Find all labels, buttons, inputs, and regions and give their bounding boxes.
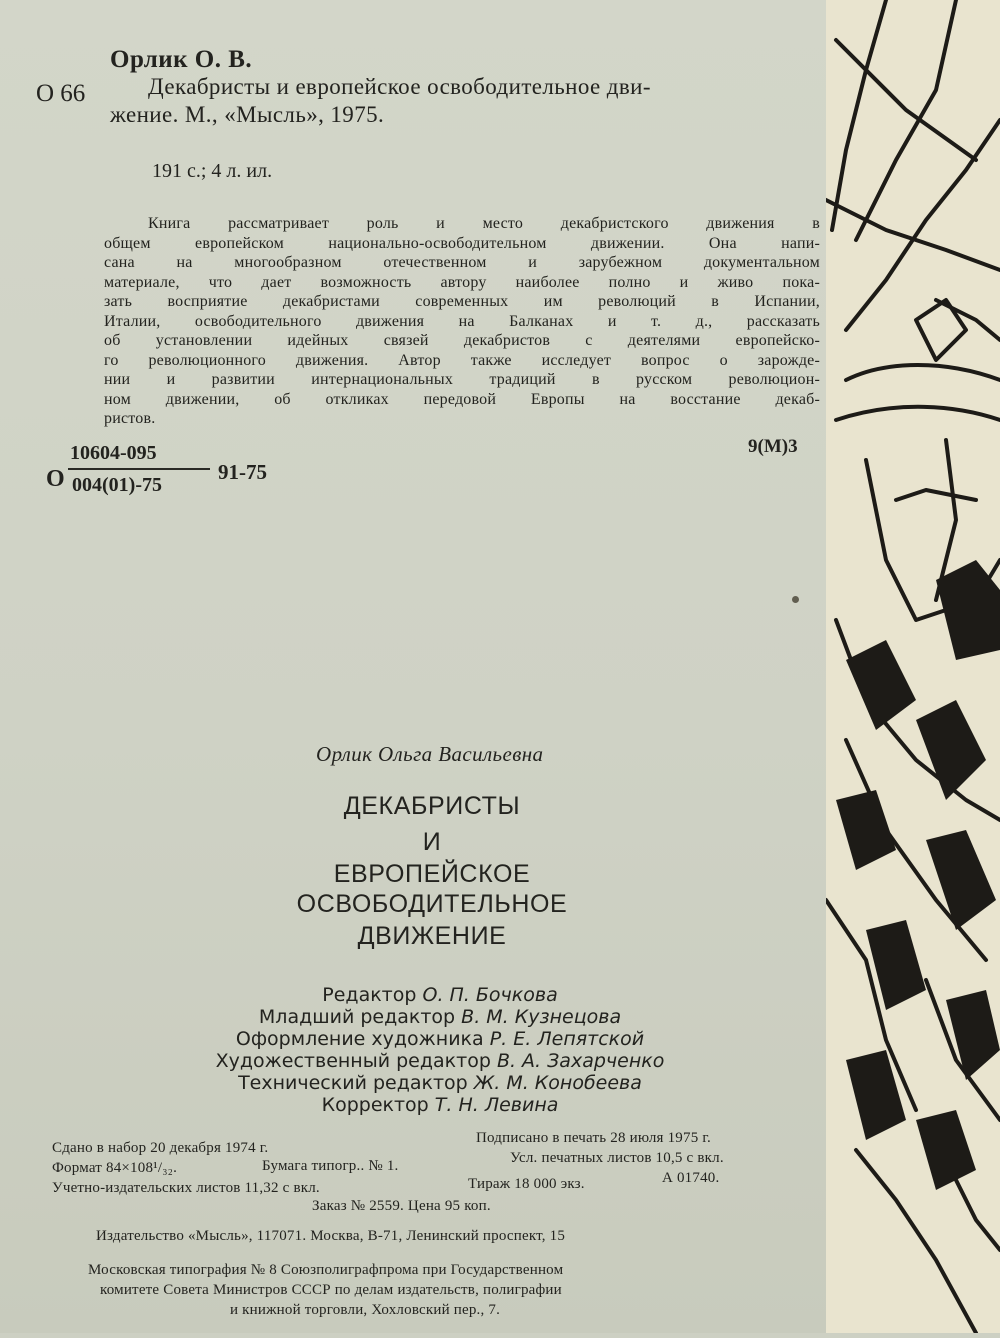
bbk-index: 9(М)3: [748, 436, 798, 457]
call-number: О 66: [36, 80, 86, 107]
abstract-line: общем европейском национально-освободительном движении. Она напи-: [104, 234, 820, 252]
credits-list: [180, 984, 700, 1116]
abstract-line: Книга рассматривает роль и место декабристского движения в: [148, 215, 820, 232]
imprint-submitted: Сдано в набор 20 декабря 1974 г.: [52, 1140, 269, 1156]
book-title-line: ДВИЖЕНИЕ: [357, 922, 507, 950]
credit-role: Технический редактор: [238, 1072, 468, 1094]
credit-role: Редактор: [322, 984, 417, 1006]
imprint-license: А 01740.: [662, 1170, 720, 1186]
credit-name: В. М. Кузнецова: [461, 1006, 622, 1028]
ink-spot: [792, 596, 799, 603]
imprint-printer-line: и книжной торговли, Хохловский пер., 7.: [230, 1302, 501, 1318]
imprint-paper: Бумага типогр.. № 1.: [262, 1158, 399, 1174]
abstract-line: нии и развитии интернациональных традиций в русском революцион-: [104, 371, 820, 388]
abstract-line: Италии, освободительного движения на Балканах и т. д., рассказать: [104, 312, 820, 330]
title-page-author: Орлик Ольга Васильевна: [316, 742, 544, 766]
imprint-printer-line: Московская типография № 8 Союзполиграфпрома при Государственном: [88, 1262, 564, 1278]
imprint-print-run: Тираж 18 000 экз.: [468, 1176, 585, 1192]
credit-role: Младший редактор: [258, 1006, 456, 1028]
imprint-printer-line: комитете Совета Министров СССР по делам издательств, полиграфии: [100, 1282, 562, 1298]
fraction-denominator: 004(01)-75: [72, 474, 162, 496]
abstract: [104, 214, 820, 429]
credit-role: Художественный редактор: [215, 1050, 491, 1072]
credit-row: [180, 1050, 700, 1072]
abstract-line: го революционного движения. Автор также исследует вопрос о зарожде-: [104, 351, 820, 369]
imprint-publishing-sheets: Учетно-издательских листов 11,32 с вкл.: [52, 1180, 320, 1196]
abstract-line: материале, что дает возможность автору наиболее полно и живо пока-: [104, 273, 820, 291]
credit-role: Оформление художника: [235, 1028, 484, 1050]
abstract-line: ристов.: [104, 410, 156, 427]
card-author: Орлик О. В.: [110, 46, 253, 73]
imprint-signed: Подписано в печать 28 июля 1975 г.: [476, 1130, 711, 1146]
credit-name: Ж. М. Конобеева: [473, 1072, 642, 1094]
imprint-printed-sheets: Усл. печатных листов 10,5 с вкл.: [510, 1150, 724, 1166]
credit-row: [180, 1094, 700, 1116]
card-title-line-1: Декабристы и европейское освободительное дви-: [148, 74, 651, 99]
book-title-line: И: [422, 828, 442, 856]
credit-name: О. П. Бочкова: [422, 984, 558, 1006]
imprint-order: Заказ № 2559. Цена 95 коп.: [312, 1198, 491, 1214]
credit-row: [180, 1028, 700, 1050]
credit-name: В. А. Захарченко: [496, 1050, 665, 1072]
card-title-line-2: жение. М., «Мысль», 1975.: [110, 102, 385, 127]
imprint-publisher: Издательство «Мысль», 117071. Москва, В-71, Ленинский проспект, 15: [96, 1228, 566, 1244]
abstract-line: об установлении идейных связей декабристов с деятелями европейско-: [104, 332, 820, 349]
credit-row: [180, 1072, 700, 1094]
page-count: 191 с.; 4 л. ил.: [152, 160, 273, 182]
line-drawing-image: [826, 0, 1000, 1333]
imprint-format: Формат 84×108¹/₃₂.: [52, 1160, 178, 1176]
book-title-line: ЕВРОПЕЙСКОЕ: [333, 860, 531, 888]
credit-role: Корректор: [321, 1094, 429, 1116]
adjacent-page-illustration: [826, 0, 1000, 1333]
fraction-suffix: 91-75: [218, 460, 267, 484]
credit-name: Т. Н. Левина: [434, 1094, 559, 1116]
fraction-bar: [68, 468, 210, 470]
credit-row: [180, 984, 700, 1006]
fraction-prefix: О: [46, 466, 65, 492]
book-title-line: ОСВОБОДИТЕЛЬНОЕ: [296, 890, 568, 918]
credit-row: [180, 1006, 700, 1028]
credit-name: Р. Е. Лепятской: [489, 1028, 645, 1050]
book-title-line: ДЕКАБРИСТЫ: [343, 792, 521, 820]
fraction-numerator: 10604-095: [70, 442, 157, 464]
abstract-line: сана на многообразном отечественном и зарубежном документальном: [104, 254, 820, 271]
abstract-line: зать восприятие декабристами современных им революций в Испании,: [104, 293, 820, 310]
abstract-line: ном движении, об откликах передовой Европы на восстание декаб-: [104, 390, 820, 408]
